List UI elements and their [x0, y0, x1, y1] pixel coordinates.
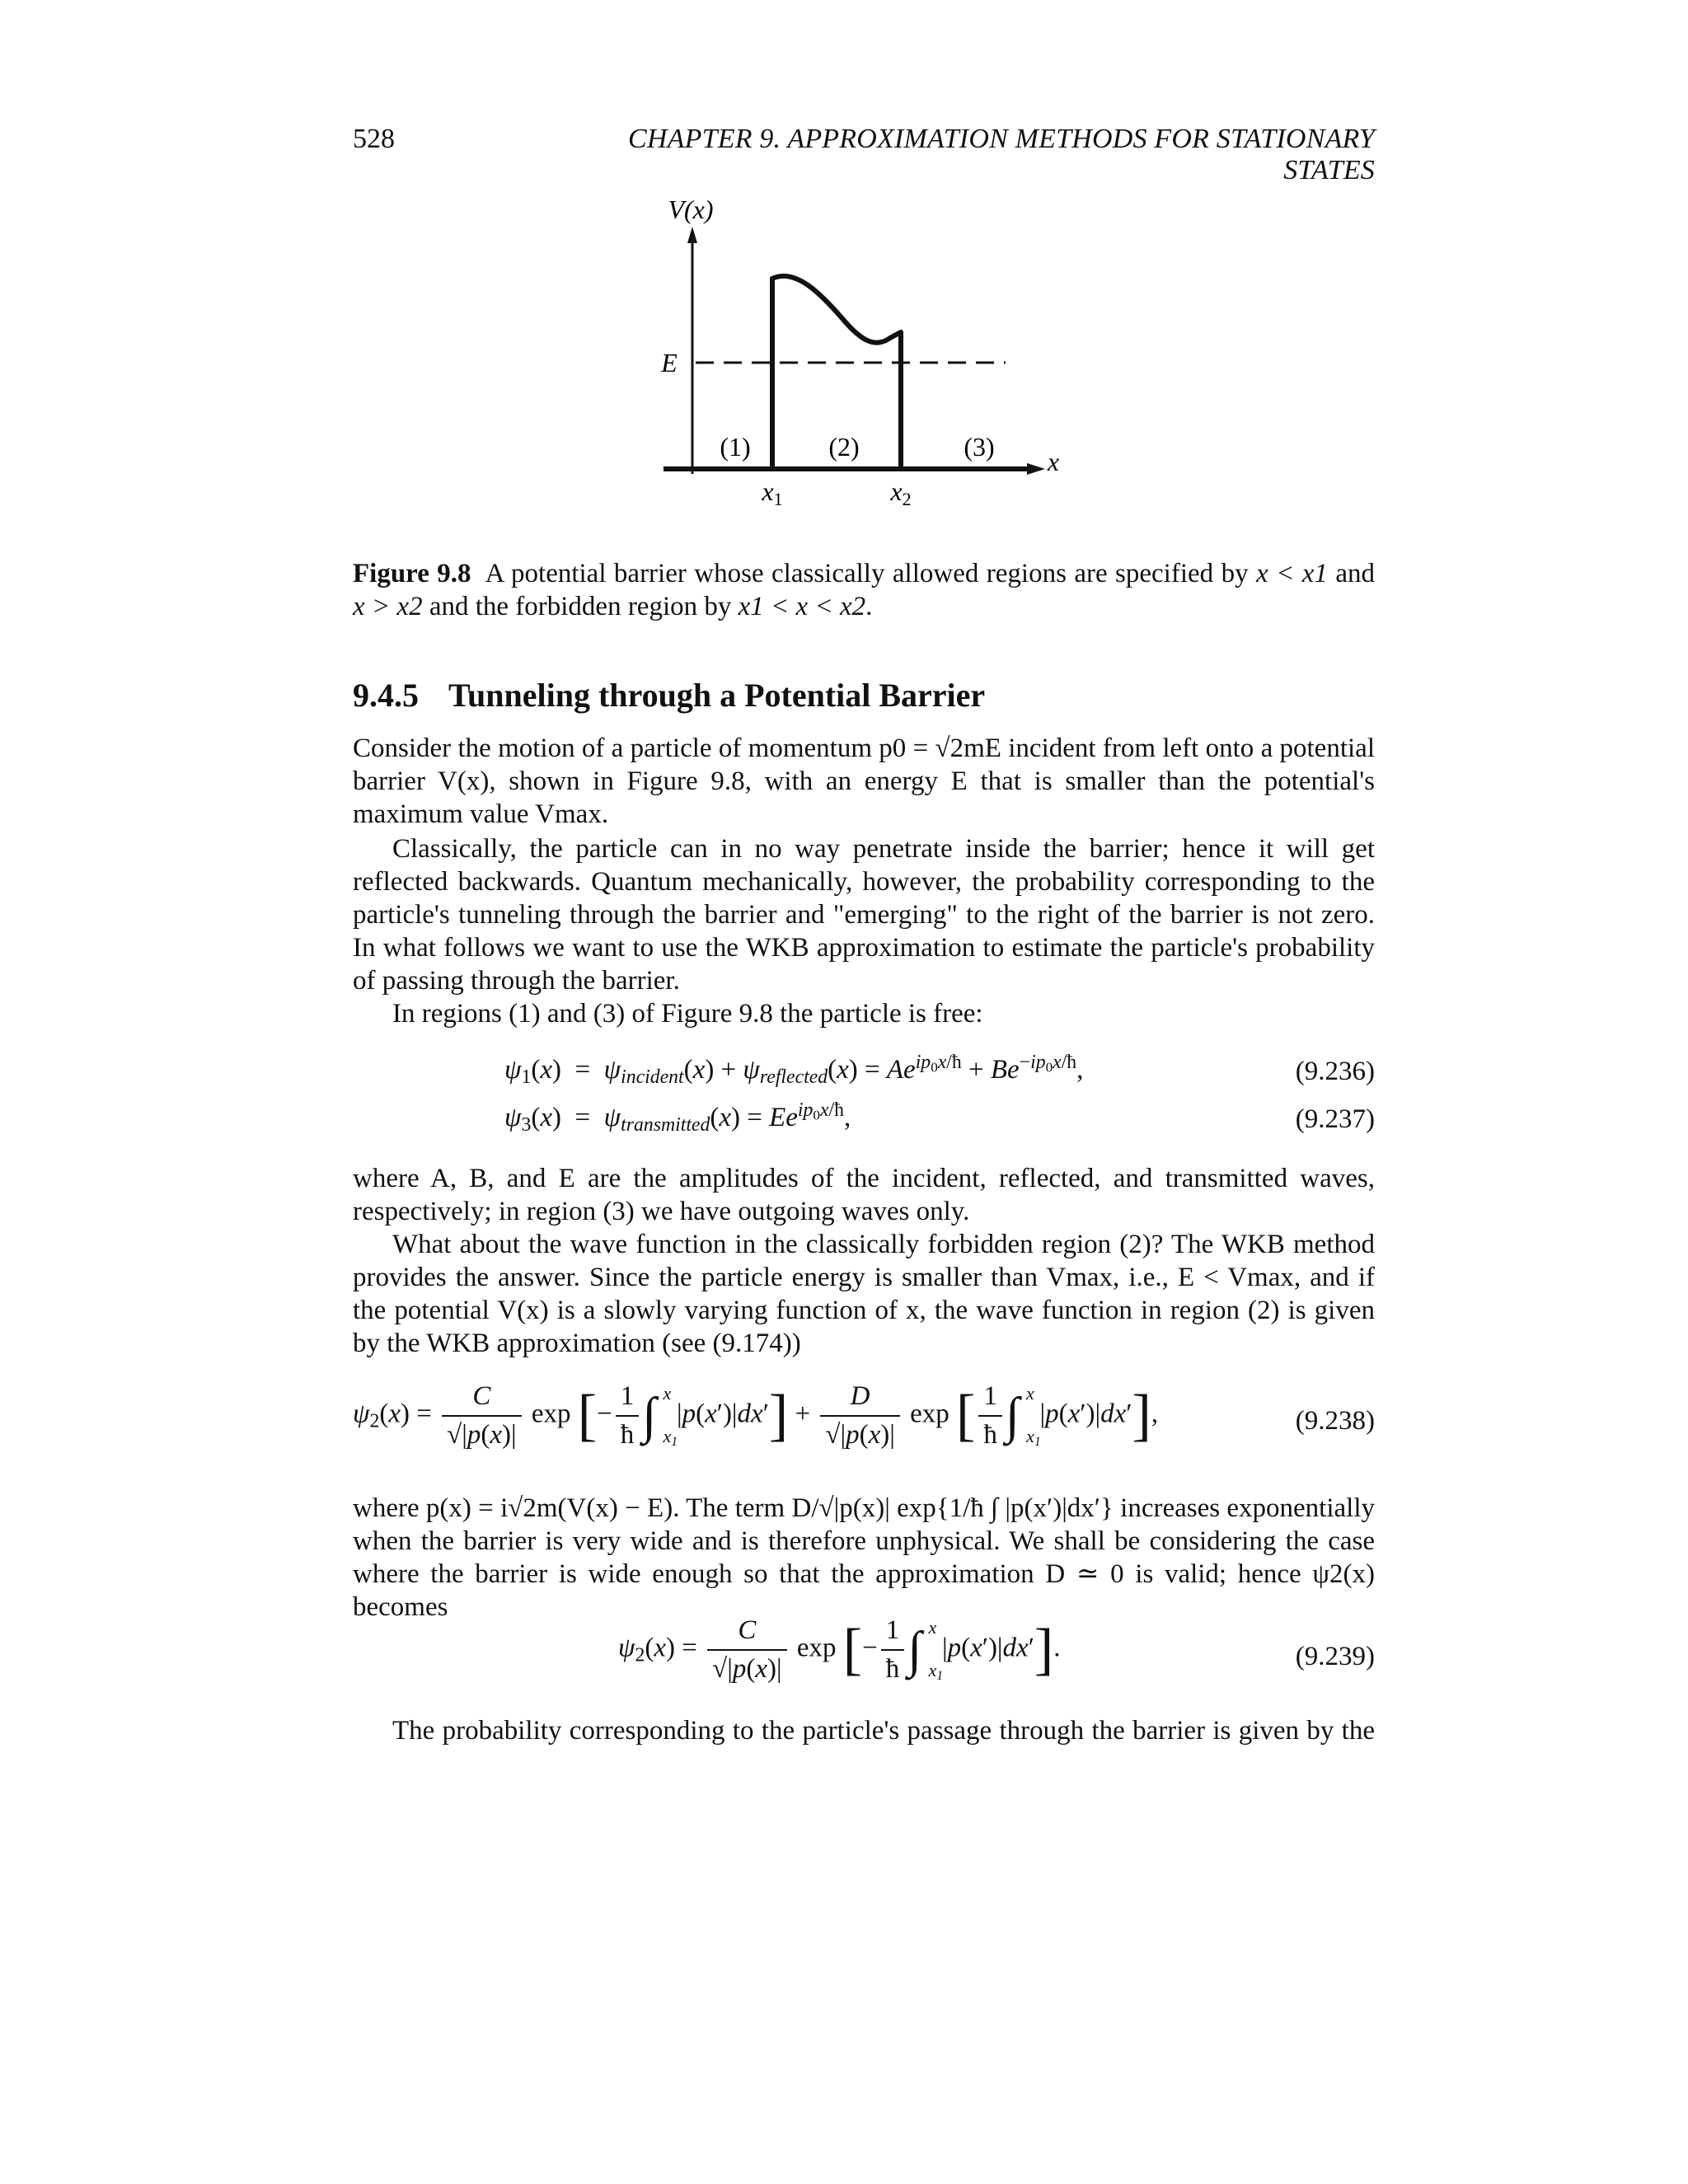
- y-axis-label: V(x): [668, 194, 714, 224]
- section-title: Tunneling through a Potential Barrier: [448, 677, 986, 714]
- x2-label: x2: [890, 476, 912, 509]
- energy-label: E: [661, 348, 678, 377]
- paragraph-7: The probability corresponding to the particle's passage through the barrier is given by the: [392, 1716, 1375, 1746]
- equation-9-236: $\psi_1(x) = \psi_{incident}(x) + \psi_{reflected}(x) = Ae^{ip_0x/ħ} + Be^{-ip_0x/ħ}$,: [504, 1052, 1084, 1088]
- paragraph-2: Classically, the particle can in no way penetrate inside the barrier; hence it will get reflected backwards. Quantum mechanically, however, the probability corresponding to the particle's tunneling through the barrier and "emerging" to the right of the barrier is not zero. In what follows we want to use the WKB approximation to estimate the particle's probability of passing through the barrier.: [353, 834, 1375, 996]
- equation-number-9-236: (9.236): [1295, 1057, 1375, 1086]
- equation-9-239: $\psi_2(x)$ = $\frac{C}{√|p(x)|}$ exp [− $\frac{1}{ħ}$ ∫ x $x_1$ |p(x′)|dx′].: [618, 1615, 1061, 1684]
- page-number: 528: [353, 124, 395, 154]
- paragraph-5: What about the wave function in the classically forbidden region (2)? The WKB method provides the answer. Since the particle energy is smaller than Vmax, i.e., E < Vmax, and if the potential V(x) is a slowly varying function of x, the wave function in region (2) is given by the WKB approximation (see (9.174)): [353, 1230, 1375, 1358]
- equation-number-9-237: (9.237): [1295, 1104, 1375, 1134]
- region-2-label: (2): [828, 432, 860, 462]
- equation-number-9-238: (9.238): [1295, 1406, 1375, 1436]
- x1-label: x1: [762, 476, 783, 509]
- paragraph-1: Consider the motion of a particle of momentum p0 = √2mE incident from left onto a potential barrier V(x), shown in Figure 9.8, with an energy E that is smaller than the potential's maximum value Vmax.: [353, 733, 1375, 829]
- paragraph-3: In regions (1) and (3) of Figure 9.8 the particle is free:: [392, 999, 983, 1029]
- region-3-label: (3): [964, 432, 995, 462]
- figure-caption: Figure 9.8 A potential barrier whose classically allowed regions are specified by x < x1 and x > x2 and the forbidden region by x1 < x < x2.: [353, 559, 1376, 621]
- potential-barrier-figure: [643, 194, 1071, 523]
- paragraph-4: where A, B, and E are the amplitudes of the incident, reflected, and transmitted waves, respectively; in region (3) we have outgoing waves only.: [353, 1164, 1375, 1226]
- x-axis-label: x: [1047, 447, 1060, 476]
- paragraph-6: where p(x) = i√2m(V(x) − E). The term D/√|p(x)| exp{1/ħ ∫ |p(x′)|dx′} increases exponentially when the barrier is very wide and is therefore unphysical. We shall be considering the case where the barrier is wide enough so that the approximation D ≃ 0 is valid; hence ψ2(x) becomes: [353, 1493, 1375, 1622]
- x-axis-arrow: [1027, 463, 1045, 475]
- y-axis-arrow: [687, 227, 697, 243]
- section-number: 9.4.5: [353, 677, 419, 714]
- caption-label: Figure 9.8: [353, 559, 471, 588]
- running-header: CHAPTER 9. APPROXIMATION METHODS FOR STATIONARY STATES: [628, 124, 1375, 185]
- equation-number-9-239: (9.239): [1295, 1642, 1375, 1671]
- region-1-label: (1): [720, 432, 751, 462]
- section-heading: [353, 676, 985, 715]
- equation-9-238: $\psi_2(x)$ = $\frac{C}{√|p(x)|}$ exp [− $\frac{1}{ħ}$ ∫ x $x_1$ |p(x′)|dx′] + $\frac{D}{√|p(x)|}$ exp [ $\frac{1}{ħ}$ ∫ x $x_1$ |p(x′)|dx′],: [353, 1381, 1159, 1450]
- equation-9-237: $\psi_3(x) = \psi_{transmitted}(x) = Ee^{ip_0x/ħ}$,: [504, 1099, 851, 1136]
